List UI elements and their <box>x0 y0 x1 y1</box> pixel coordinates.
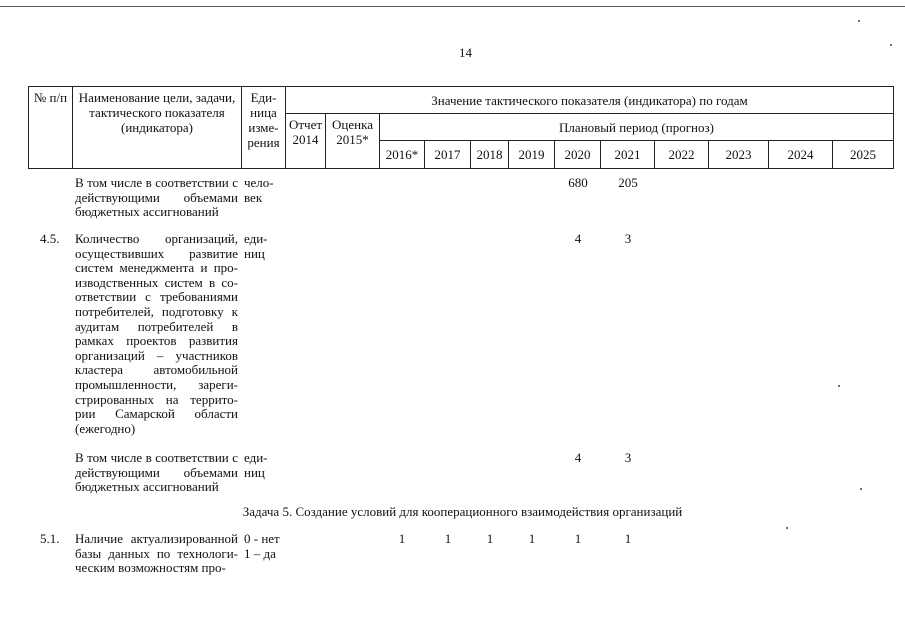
header-year: 2017 <box>425 141 471 169</box>
row-name: В том числе в соответствии с действующими объемами бюджетных ассигнований <box>75 175 238 220</box>
scan-speck <box>860 488 862 490</box>
row-number: 5.1. <box>40 531 60 546</box>
header-year: 2019 <box>509 141 555 169</box>
row-unit: еди-ниц <box>244 450 268 480</box>
header-year: 2024 <box>769 141 833 169</box>
row-value-2020: 4 <box>574 231 582 246</box>
header-year: 2025 <box>833 141 894 169</box>
row-value-2020: 680 <box>568 175 588 190</box>
header-year: 2022 <box>655 141 709 169</box>
header-year: 2020 <box>555 141 601 169</box>
row-name: В том числе в соответствии с действующими объемами бюджетных ассигнований <box>75 450 238 495</box>
row-unit: 0 - нет 1 – да <box>244 531 280 561</box>
row-value-2016: 1 <box>398 531 406 546</box>
row-value-2020: 1 <box>574 531 582 546</box>
header-report: Отчет 2014 <box>286 114 326 169</box>
row-value-2020: 4 <box>574 450 582 465</box>
row-value-2021: 3 <box>624 450 632 465</box>
header-name: Наименование цели, задачи, тактического показателя (индикатора) <box>73 87 242 169</box>
header-num: № п/п <box>29 87 73 169</box>
header-estimate: Оценка 2015* <box>326 114 380 169</box>
scan-speck <box>858 20 860 22</box>
header-year: 2021 <box>601 141 655 169</box>
task-5-heading: Задача 5. Создание условий для кооперационного взаимодействия организаций <box>242 504 683 519</box>
header-year: 2023 <box>709 141 769 169</box>
row-value-2018: 1 <box>486 531 494 546</box>
header-year: 2016* <box>380 141 425 169</box>
row-value-2021: 1 <box>624 531 632 546</box>
row-value-2017: 1 <box>444 531 452 546</box>
row-value-2021: 205 <box>618 175 638 190</box>
scan-speck <box>786 527 788 529</box>
row-name: Наличие актуализированной базы данных по технологи-ческим возможностям про- <box>75 531 238 576</box>
row-value-2019: 1 <box>528 531 536 546</box>
row-value-2021: 3 <box>624 231 632 246</box>
header-year: 2018 <box>471 141 509 169</box>
header-unit: Еди-ница изме-рения <box>242 87 286 169</box>
row-unit: еди-ниц <box>244 231 268 261</box>
indicator-table-header <box>28 86 894 169</box>
header-plan: Плановый период (прогноз) <box>380 114 894 141</box>
row-unit: чело-век <box>244 175 274 205</box>
row-number: 4.5. <box>40 231 60 246</box>
scan-speck <box>890 44 892 46</box>
row-name: Количество организаций, осуществивших развитие систем менеджмента и про-изводственных систем в со-ответствии с требованиями потребителей, подготовку к аудитам потребителей в рамках проектов развития организаций – участников кластера автомобильной промышленности, зареги-стрированных на террито-рии Самарской области (ежегодно) <box>75 231 238 436</box>
page-number: 14 <box>459 45 472 60</box>
header-values: Значение тактического показателя (индикатора) по годам <box>286 87 894 114</box>
page-top-border <box>0 6 905 7</box>
scan-speck <box>838 385 840 387</box>
